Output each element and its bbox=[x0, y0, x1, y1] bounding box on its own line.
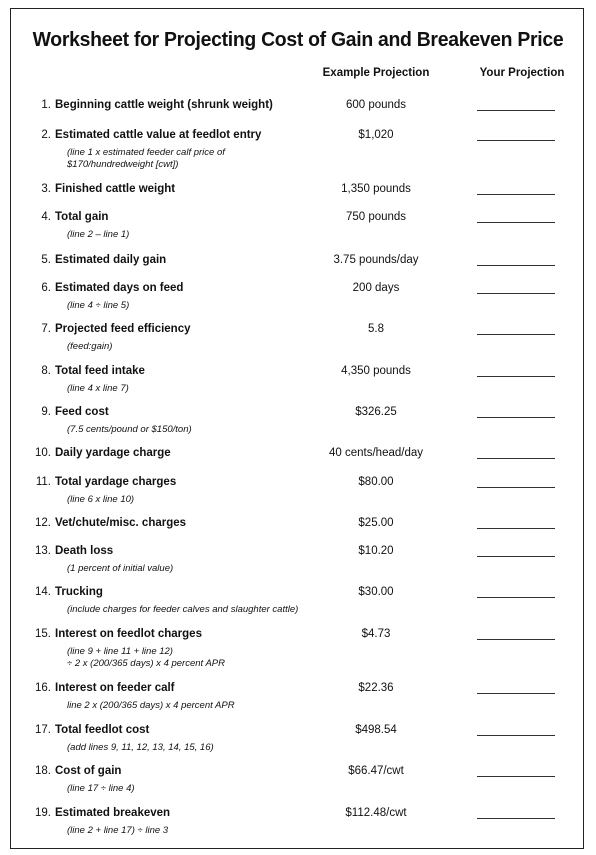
example-value: 200 days bbox=[352, 282, 400, 294]
row-number: 14. bbox=[35, 586, 51, 598]
row-note: (7.5 cents/pound or $150/ton) bbox=[67, 424, 192, 435]
row-label: Interest on feeder calf bbox=[55, 682, 175, 694]
row-label: Total feed intake bbox=[55, 365, 145, 377]
your-projection-blank[interactable] bbox=[477, 458, 555, 459]
row-note: (line 4 ÷ line 5) bbox=[67, 300, 130, 311]
row-number: 7. bbox=[41, 323, 51, 335]
row-label: Total gain bbox=[55, 211, 109, 223]
row-note: (include charges for feeder calves and slaughter cattle) bbox=[67, 604, 299, 615]
row-number: 16. bbox=[35, 682, 51, 694]
example-value: $22.36 bbox=[358, 682, 394, 694]
worksheet-frame bbox=[10, 8, 584, 849]
example-value: 5.8 bbox=[368, 323, 384, 335]
your-projection-blank[interactable] bbox=[477, 818, 555, 819]
your-projection-blank[interactable] bbox=[477, 528, 555, 529]
row-number: 12. bbox=[35, 517, 51, 529]
row-label: Total yardage charges bbox=[55, 476, 177, 488]
example-value: 3.75 pounds/day bbox=[333, 254, 419, 266]
example-value: $1,020 bbox=[358, 129, 394, 141]
your-projection-blank[interactable] bbox=[477, 334, 555, 335]
example-value: 4,350 pounds bbox=[341, 365, 411, 377]
row-note: (line 2 + line 17) ÷ line 3 bbox=[67, 825, 169, 836]
your-projection-blank[interactable] bbox=[477, 265, 555, 266]
row-number: 11. bbox=[35, 476, 51, 488]
row-note: (line 6 x line 10) bbox=[67, 494, 135, 505]
example-value: $25.00 bbox=[358, 517, 394, 529]
row-number: 10. bbox=[35, 447, 51, 459]
your-projection-blank[interactable] bbox=[477, 293, 555, 294]
your-projection-header: Your Projection bbox=[479, 67, 565, 79]
row-number: 15. bbox=[35, 628, 51, 640]
row-note: (line 2 – line 1) bbox=[67, 229, 130, 240]
row-number: 18. bbox=[35, 765, 51, 777]
your-projection-blank[interactable] bbox=[477, 639, 555, 640]
example-value: $66.47/cwt bbox=[348, 765, 404, 777]
row-note: (1 percent of initial value) bbox=[67, 563, 174, 574]
row-number: 8. bbox=[41, 365, 51, 377]
row-label: Cost of gain bbox=[55, 765, 122, 777]
row-label: Finished cattle weight bbox=[55, 183, 176, 195]
example-value: $30.00 bbox=[358, 586, 394, 598]
row-note: (line 1 x estimated feeder calf price of $170/hundredweight [cwt]) bbox=[67, 147, 225, 170]
row-number: 2. bbox=[41, 129, 51, 141]
your-projection-blank[interactable] bbox=[477, 776, 555, 777]
row-label: Estimated cattle value at feedlot entry bbox=[55, 129, 262, 141]
your-projection-blank[interactable] bbox=[477, 735, 555, 736]
row-note: (line 9 + line 11 + line 12) ÷ 2 x (200/365 days) x 4 percent APR bbox=[67, 646, 225, 669]
example-value: $10.20 bbox=[358, 545, 394, 557]
row-label: Total feedlot cost bbox=[55, 724, 150, 736]
row-label: Trucking bbox=[55, 586, 103, 598]
row-note: (feed:gain) bbox=[67, 341, 113, 352]
row-number: 1. bbox=[41, 99, 51, 111]
row-label: Projected feed efficiency bbox=[55, 323, 191, 335]
example-value: $112.48/cwt bbox=[345, 807, 407, 819]
your-projection-blank[interactable] bbox=[477, 597, 555, 598]
example-value: 40 cents/head/day bbox=[329, 447, 423, 459]
example-value: 600 pounds bbox=[345, 99, 407, 111]
example-projection-header: Example Projection bbox=[322, 67, 430, 79]
example-value: 750 pounds bbox=[345, 211, 407, 223]
row-number: 3. bbox=[41, 183, 51, 195]
row-label: Daily yardage charge bbox=[55, 447, 171, 459]
row-label: Estimated days on feed bbox=[55, 282, 184, 294]
row-note: line 2 x (200/365 days) x 4 percent APR bbox=[67, 700, 235, 711]
row-label: Death loss bbox=[55, 545, 114, 557]
row-note: (add lines 9, 11, 12, 13, 14, 15, 16) bbox=[67, 742, 214, 753]
example-value: 1,350 pounds bbox=[341, 183, 411, 195]
your-projection-blank[interactable] bbox=[477, 110, 555, 111]
row-label: Estimated breakeven bbox=[55, 807, 171, 819]
row-number: 19. bbox=[35, 807, 51, 819]
your-projection-blank[interactable] bbox=[477, 194, 555, 195]
row-label: Vet/chute/misc. charges bbox=[55, 517, 187, 529]
page-title: Worksheet for Projecting Cost of Gain and Breakeven Price bbox=[32, 29, 564, 51]
row-number: 4. bbox=[41, 211, 51, 223]
example-value: $4.73 bbox=[361, 628, 391, 640]
your-projection-blank[interactable] bbox=[477, 556, 555, 557]
example-value: $80.00 bbox=[358, 476, 394, 488]
row-note: (line 17 ÷ line 4) bbox=[67, 783, 135, 794]
row-note: (line 4 x line 7) bbox=[67, 383, 129, 394]
example-value: $326.25 bbox=[355, 406, 397, 418]
your-projection-blank[interactable] bbox=[477, 487, 555, 488]
row-label: Estimated daily gain bbox=[55, 254, 167, 266]
example-value: $498.54 bbox=[355, 724, 397, 736]
your-projection-blank[interactable] bbox=[477, 222, 555, 223]
row-label: Beginning cattle weight (shrunk weight) bbox=[55, 99, 273, 111]
your-projection-blank[interactable] bbox=[477, 417, 555, 418]
row-number: 17. bbox=[35, 724, 51, 736]
row-number: 9. bbox=[41, 406, 51, 418]
your-projection-blank[interactable] bbox=[477, 140, 555, 141]
row-number: 5. bbox=[41, 254, 51, 266]
row-label: Feed cost bbox=[55, 406, 109, 418]
your-projection-blank[interactable] bbox=[477, 376, 555, 377]
row-number: 6. bbox=[41, 282, 51, 294]
row-label: Interest on feedlot charges bbox=[55, 628, 202, 640]
row-number: 13. bbox=[35, 545, 51, 557]
your-projection-blank[interactable] bbox=[477, 693, 555, 694]
